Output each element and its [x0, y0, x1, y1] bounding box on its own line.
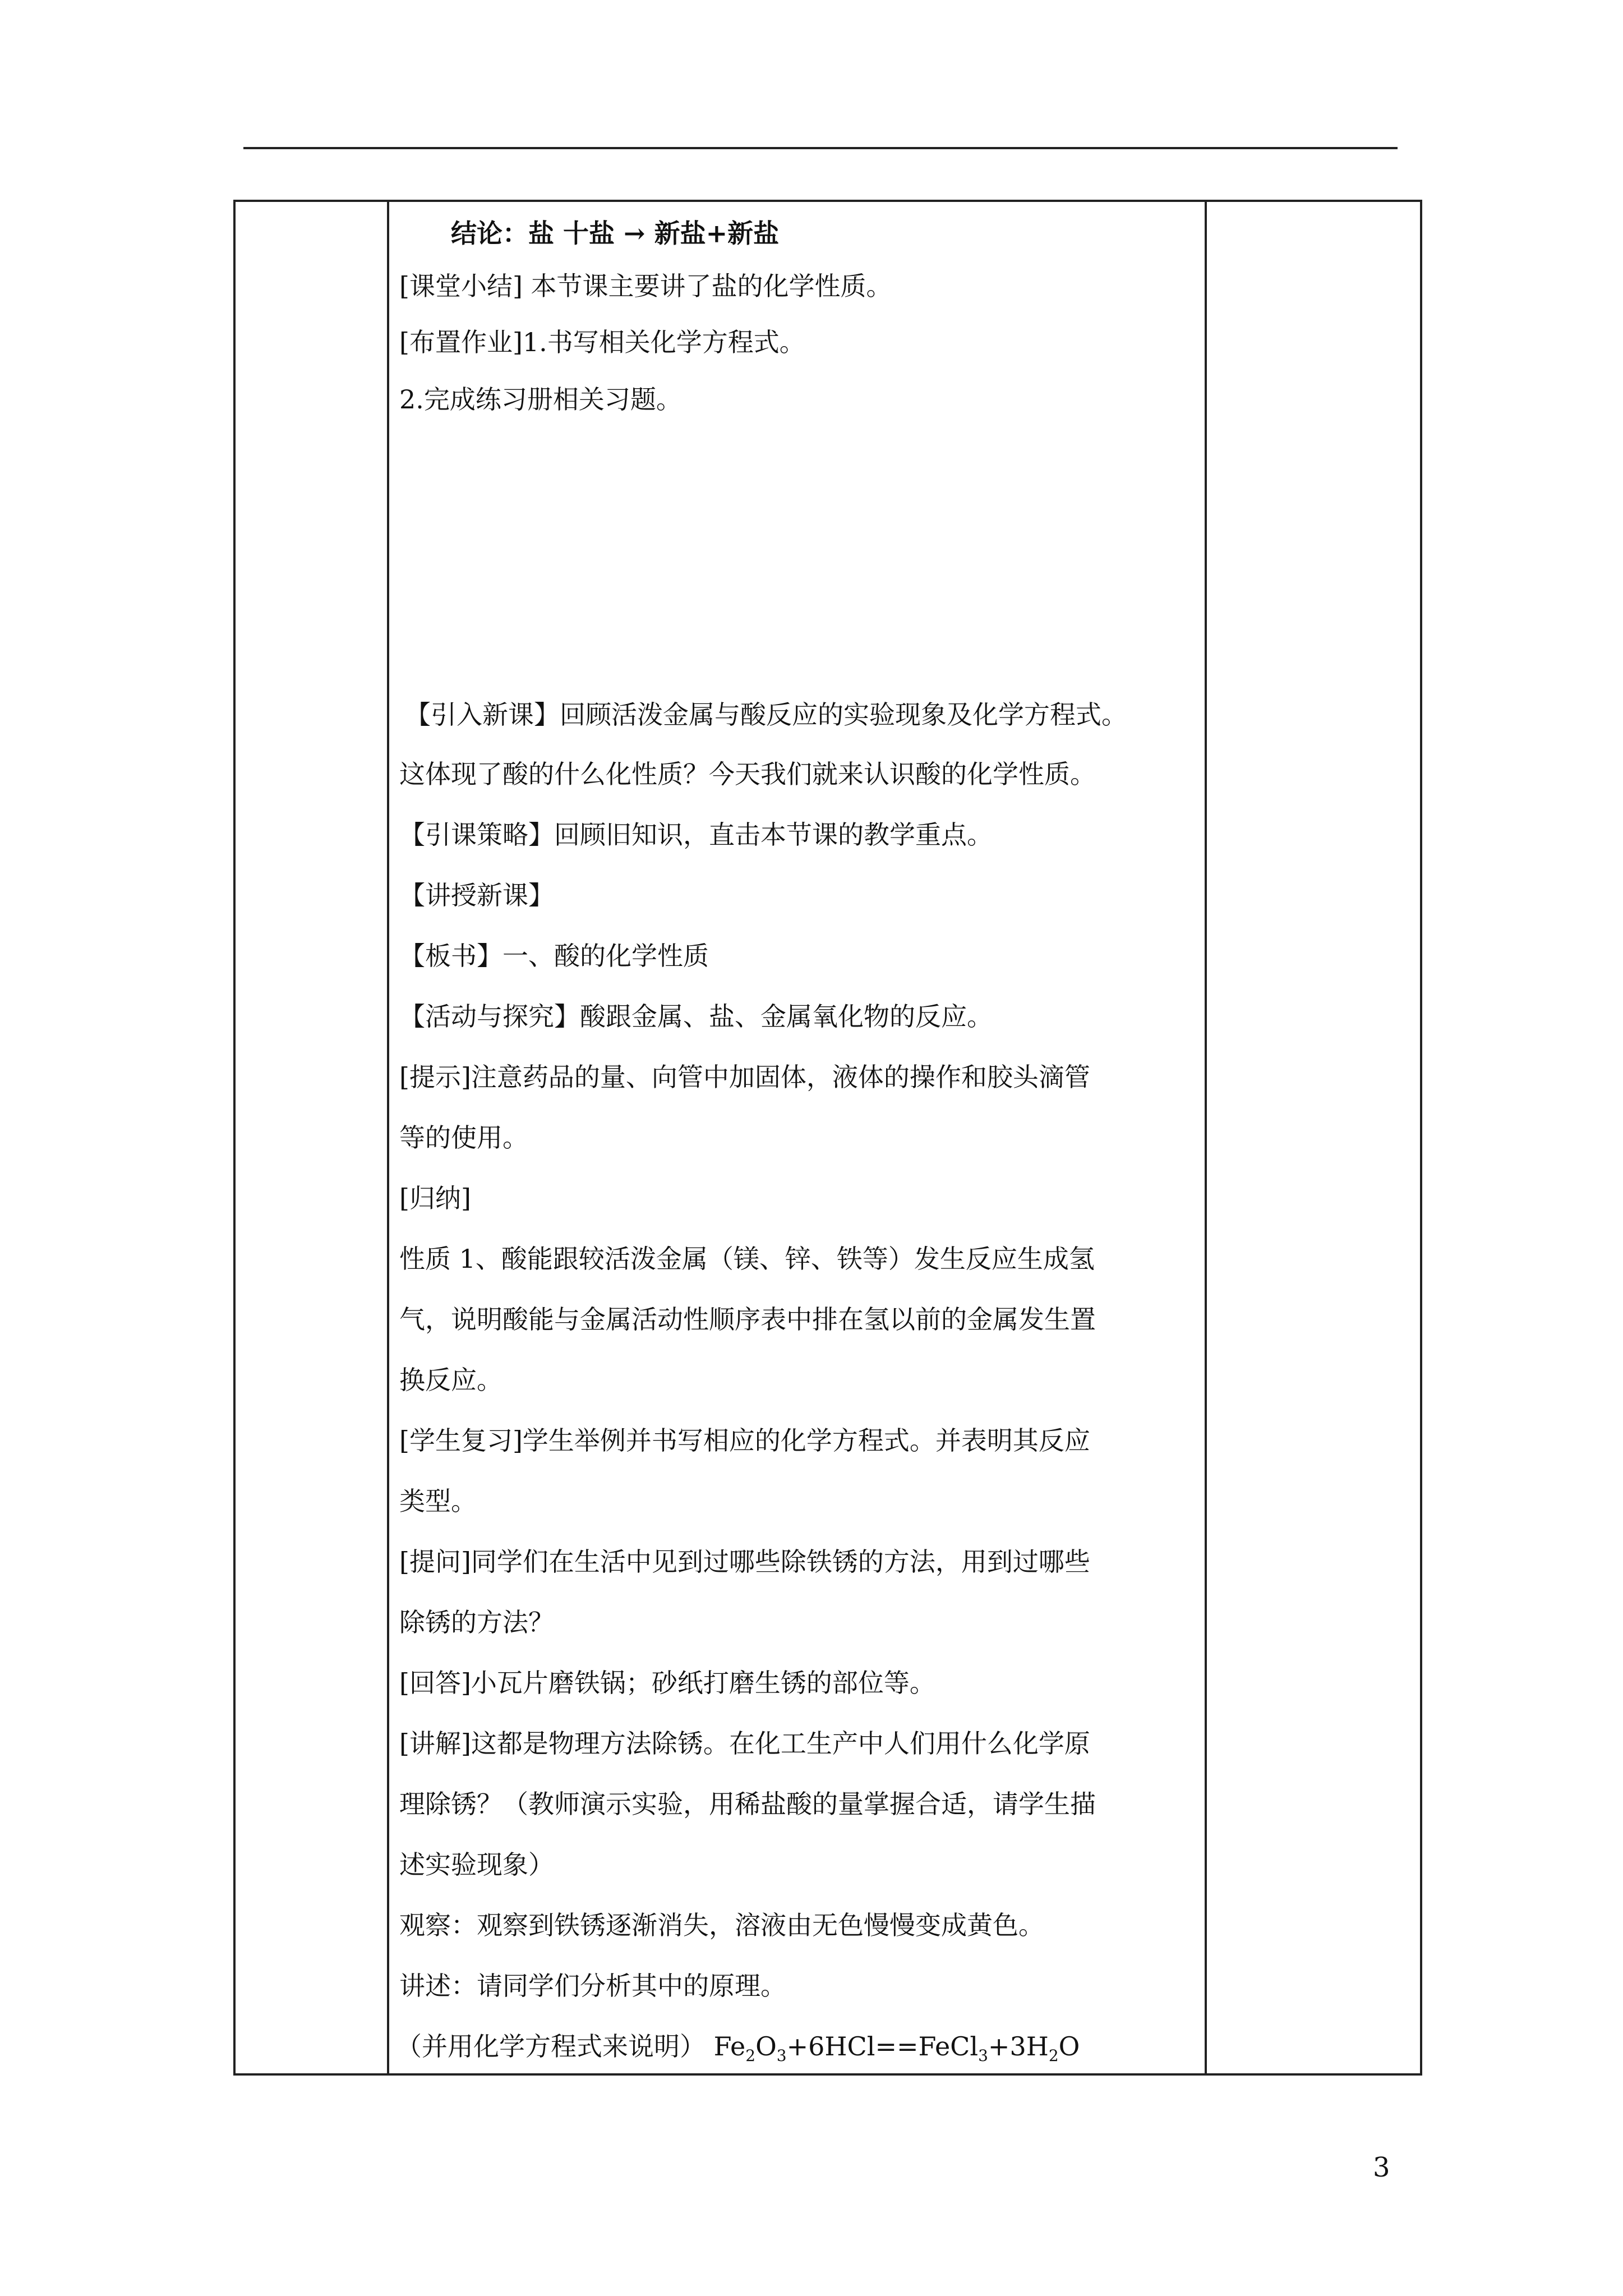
left-column-cell — [234, 201, 388, 2074]
text-line-8: 等的使用。 — [399, 1122, 528, 1153]
text-line-19: 理除锈？（教师演示实验，用稀盐酸的量掌握合适，请学生描 — [399, 1789, 1096, 1819]
right-column-cell — [1206, 201, 1421, 2074]
text-line-14: 类型。 — [399, 1486, 477, 1516]
text-line-12: 换反应。 — [399, 1365, 502, 1395]
text-line-9: [归纳] — [399, 1183, 471, 1213]
text-line-11: 气，说明酸能与金属活动性顺序表中排在氢以前的金属发生置 — [399, 1304, 1096, 1335]
text-line-20: 述实验现象） — [399, 1849, 554, 1880]
equation-line — [396, 2031, 1080, 2065]
text-line-4: 【讲授新课】 — [399, 880, 554, 910]
equation-prefix: （并用化学方程式来说明） — [396, 2031, 706, 2062]
text-line-16: 除锈的方法？ — [399, 1607, 554, 1637]
text-line-21: 观察：观察到铁锈逐渐消失，溶液由无色慢慢变成黄色。 — [399, 1910, 1044, 1940]
text-line-7: [提示]注意药品的量、向管中加固体，液体的操作和胶头滴管 — [399, 1062, 1090, 1092]
summary-line: [课堂小结] 本节课主要讲了盐的化学性质。 — [399, 271, 892, 301]
text-line-17: [回答]小瓦片磨铁锅；砂纸打磨生锈的部位等。 — [399, 1668, 935, 1698]
conclusion-line: 结论：盐 十盐 → 新盐+新盐 — [451, 218, 780, 249]
text-line-6: 【活动与探究】酸跟金属、盐、金属氧化物的反应。 — [399, 1001, 993, 1032]
page-number: 3 — [1373, 2152, 1390, 2183]
text-line-5: 【板书】一、酸的化学性质 — [399, 941, 709, 971]
text-line-13: [学生复习]学生举例并书写相应的化学方程式。并表明其反应 — [399, 1425, 1090, 1456]
homework-line: [布置作业]1.书写相关化学方程式。 — [399, 327, 805, 357]
text-line-18: [讲解]这都是物理方法除锈。在化工生产中人们用什么化学原 — [399, 1728, 1090, 1759]
homework-line-2: 2.完成练习册相关习题。 — [399, 384, 682, 415]
text-line-1: 【引入新课】回顾活泼金属与酸反应的实验现象及化学方程式。 — [405, 700, 1127, 730]
text-line-22: 讲述：请同学们分析其中的原理。 — [399, 1971, 786, 2001]
chemical-equation: $Fe_2O_3+6HCl==FeCl_3+3H_2O$ — [713, 2031, 1080, 2065]
text-line-3: 【引课策略】回顾旧知识，直击本节课的教学重点。 — [399, 820, 993, 850]
text-line-2: 这体现了酸的什么化性质？今天我们就来认识酸的化学性质。 — [399, 759, 1096, 789]
header-rule — [243, 147, 1398, 149]
text-line-15: [提问]同学们在生活中见到过哪些除铁锈的方法，用到过哪些 — [399, 1547, 1090, 1577]
text-line-10: 性质 1、酸能跟较活泼金属（镁、锌、铁等）发生反应生成氢 — [399, 1244, 1095, 1274]
